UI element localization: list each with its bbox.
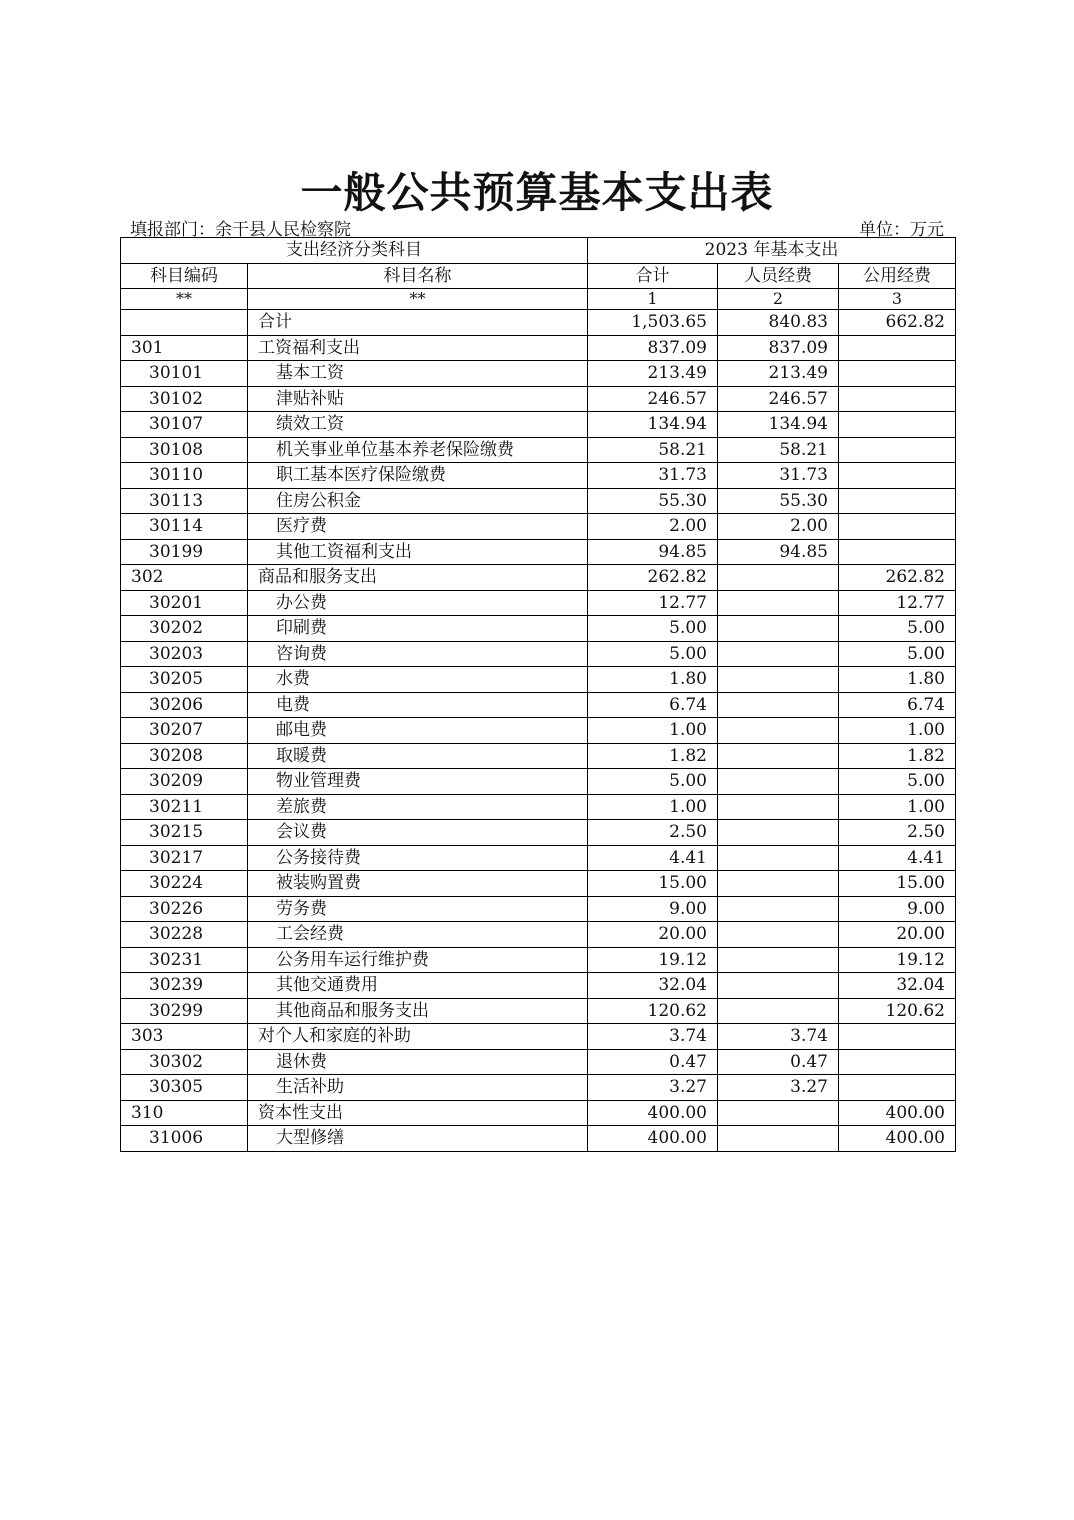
header-personnel: 人员经费 — [718, 263, 839, 289]
table-row — [121, 565, 956, 591]
row-total: 5.00 — [588, 769, 718, 795]
row-name: 职工基本医疗保险缴费 — [248, 463, 588, 489]
row-name: 咨询费 — [248, 641, 588, 667]
row-total: 20.00 — [588, 922, 718, 948]
table-row — [121, 361, 956, 387]
row-personnel — [718, 743, 839, 769]
row-public: 20.00 — [839, 922, 956, 948]
row-total: 4.41 — [588, 845, 718, 871]
row-name: 其他商品和服务支出 — [248, 998, 588, 1024]
table-row — [121, 590, 956, 616]
row-personnel — [718, 947, 839, 973]
row-public: 32.04 — [839, 973, 956, 999]
row-name: 住房公积金 — [248, 488, 588, 514]
row-personnel — [718, 616, 839, 642]
row-public: 4.41 — [839, 845, 956, 871]
row-name: 印刷费 — [248, 616, 588, 642]
row-personnel — [718, 896, 839, 922]
row-personnel: 58.21 — [718, 437, 839, 463]
row-public: 6.74 — [839, 692, 956, 718]
table-row — [121, 386, 956, 412]
table-row — [121, 616, 956, 642]
row-total: 262.82 — [588, 565, 718, 591]
row-name: 其他交通费用 — [248, 973, 588, 999]
table-row — [121, 743, 956, 769]
row-name: 公务接待费 — [248, 845, 588, 871]
row-name: 合计 — [248, 310, 588, 336]
row-personnel: 3.74 — [718, 1024, 839, 1050]
header-index-row — [121, 289, 956, 310]
index-name: ** — [248, 289, 588, 310]
row-personnel — [718, 820, 839, 846]
row-public: 9.00 — [839, 896, 956, 922]
row-personnel — [718, 922, 839, 948]
row-total: 58.21 — [588, 437, 718, 463]
row-name: 工会经费 — [248, 922, 588, 948]
table-row — [121, 820, 956, 846]
row-public — [839, 488, 956, 514]
table-row — [121, 845, 956, 871]
row-code: 30205 — [121, 667, 248, 693]
row-public: 262.82 — [839, 565, 956, 591]
table-row — [121, 1049, 956, 1075]
row-code: 302 — [121, 565, 248, 591]
table-row — [121, 310, 956, 336]
table-row — [121, 335, 956, 361]
row-personnel: 3.27 — [718, 1075, 839, 1101]
table-row — [121, 1126, 956, 1152]
row-name: 机关事业单位基本养老保险缴费 — [248, 437, 588, 463]
row-name: 劳务费 — [248, 896, 588, 922]
table-row — [121, 437, 956, 463]
header-group-row — [121, 238, 956, 264]
row-public — [839, 1049, 956, 1075]
table-row — [121, 1075, 956, 1101]
row-total: 19.12 — [588, 947, 718, 973]
header-total: 合计 — [588, 263, 718, 289]
row-personnel — [718, 641, 839, 667]
row-name: 资本性支出 — [248, 1100, 588, 1126]
row-public: 400.00 — [839, 1126, 956, 1152]
header-code: 科目编码 — [121, 263, 248, 289]
row-total: 15.00 — [588, 871, 718, 897]
table-row — [121, 896, 956, 922]
row-total: 2.00 — [588, 514, 718, 540]
table-row — [121, 871, 956, 897]
row-total: 120.62 — [588, 998, 718, 1024]
row-personnel — [718, 692, 839, 718]
row-total: 2.50 — [588, 820, 718, 846]
report-meta — [130, 215, 944, 240]
row-code: 30199 — [121, 539, 248, 565]
page-title: 一般公共预算基本支出表 — [300, 168, 774, 217]
row-public — [839, 437, 956, 463]
table-row — [121, 641, 956, 667]
row-personnel — [718, 845, 839, 871]
row-code — [121, 310, 248, 336]
row-code: 30113 — [121, 488, 248, 514]
row-name: 医疗费 — [248, 514, 588, 540]
table-row — [121, 514, 956, 540]
row-public — [839, 514, 956, 540]
row-personnel: 837.09 — [718, 335, 839, 361]
department-label: 填报部门：余干县人民检察院 — [130, 220, 351, 240]
row-public — [839, 1024, 956, 1050]
row-name: 物业管理费 — [248, 769, 588, 795]
row-personnel: 0.47 — [718, 1049, 839, 1075]
table-row — [121, 718, 956, 744]
row-public — [839, 539, 956, 565]
row-public: 2.50 — [839, 820, 956, 846]
row-total: 6.74 — [588, 692, 718, 718]
index-total: 1 — [588, 289, 718, 310]
row-code: 30305 — [121, 1075, 248, 1101]
row-public — [839, 1075, 956, 1101]
table-row — [121, 463, 956, 489]
header-group-year-expenditure: 2023 年基本支出 — [588, 238, 956, 264]
row-public: 19.12 — [839, 947, 956, 973]
row-total: 246.57 — [588, 386, 718, 412]
row-public — [839, 463, 956, 489]
row-code: 30107 — [121, 412, 248, 438]
table-row — [121, 973, 956, 999]
index-personnel: 2 — [718, 289, 839, 310]
row-personnel: 2.00 — [718, 514, 839, 540]
row-name: 差旅费 — [248, 794, 588, 820]
row-code: 30208 — [121, 743, 248, 769]
row-name: 基本工资 — [248, 361, 588, 387]
row-name: 对个人和家庭的补助 — [248, 1024, 588, 1050]
row-code: 30299 — [121, 998, 248, 1024]
row-code: 30209 — [121, 769, 248, 795]
header-group-classification: 支出经济分类科目 — [121, 238, 588, 264]
row-personnel — [718, 667, 839, 693]
row-code: 30239 — [121, 973, 248, 999]
row-personnel: 94.85 — [718, 539, 839, 565]
table-row — [121, 998, 956, 1024]
row-personnel: 213.49 — [718, 361, 839, 387]
table-row — [121, 1024, 956, 1050]
row-total: 5.00 — [588, 641, 718, 667]
row-code: 30215 — [121, 820, 248, 846]
row-name: 工资福利支出 — [248, 335, 588, 361]
row-public: 5.00 — [839, 641, 956, 667]
row-public: 400.00 — [839, 1100, 956, 1126]
row-total: 837.09 — [588, 335, 718, 361]
row-code: 30110 — [121, 463, 248, 489]
row-total: 1,503.65 — [588, 310, 718, 336]
row-public: 1.80 — [839, 667, 956, 693]
row-code: 30108 — [121, 437, 248, 463]
row-name: 电费 — [248, 692, 588, 718]
row-code: 30114 — [121, 514, 248, 540]
row-personnel — [718, 1126, 839, 1152]
table-row — [121, 667, 956, 693]
row-public: 15.00 — [839, 871, 956, 897]
row-personnel — [718, 998, 839, 1024]
header-name: 科目名称 — [248, 263, 588, 289]
index-public: 3 — [839, 289, 956, 310]
row-personnel — [718, 718, 839, 744]
row-name: 会议费 — [248, 820, 588, 846]
row-code: 30231 — [121, 947, 248, 973]
table-row — [121, 1100, 956, 1126]
row-total: 12.77 — [588, 590, 718, 616]
row-personnel — [718, 769, 839, 795]
table-row — [121, 794, 956, 820]
table-row — [121, 488, 956, 514]
row-name: 津贴补贴 — [248, 386, 588, 412]
row-name: 大型修缮 — [248, 1126, 588, 1152]
row-total: 5.00 — [588, 616, 718, 642]
row-name: 退休费 — [248, 1049, 588, 1075]
table-row — [121, 947, 956, 973]
table-row — [121, 922, 956, 948]
row-personnel: 55.30 — [718, 488, 839, 514]
row-public: 1.00 — [839, 718, 956, 744]
row-personnel — [718, 973, 839, 999]
table-row — [121, 769, 956, 795]
row-public: 12.77 — [839, 590, 956, 616]
row-total: 1.82 — [588, 743, 718, 769]
row-code: 30101 — [121, 361, 248, 387]
row-public: 1.82 — [839, 743, 956, 769]
row-total: 32.04 — [588, 973, 718, 999]
row-code: 30207 — [121, 718, 248, 744]
row-personnel — [718, 794, 839, 820]
row-public: 5.00 — [839, 616, 956, 642]
row-code: 30201 — [121, 590, 248, 616]
row-personnel: 246.57 — [718, 386, 839, 412]
row-name: 公务用车运行维护费 — [248, 947, 588, 973]
row-code: 303 — [121, 1024, 248, 1050]
row-personnel — [718, 590, 839, 616]
row-name: 生活补助 — [248, 1075, 588, 1101]
row-code: 30224 — [121, 871, 248, 897]
row-public — [839, 335, 956, 361]
row-total: 9.00 — [588, 896, 718, 922]
row-personnel — [718, 871, 839, 897]
row-total: 1.80 — [588, 667, 718, 693]
row-name: 绩效工资 — [248, 412, 588, 438]
row-code: 31006 — [121, 1126, 248, 1152]
table-body — [121, 310, 956, 1152]
row-code: 301 — [121, 335, 248, 361]
table-row — [121, 539, 956, 565]
row-total: 400.00 — [588, 1126, 718, 1152]
row-public: 5.00 — [839, 769, 956, 795]
row-code: 30217 — [121, 845, 248, 871]
row-public: 662.82 — [839, 310, 956, 336]
index-code: ** — [121, 289, 248, 310]
row-code: 30102 — [121, 386, 248, 412]
row-public — [839, 386, 956, 412]
table-row — [121, 412, 956, 438]
row-code: 310 — [121, 1100, 248, 1126]
row-public: 1.00 — [839, 794, 956, 820]
row-total: 3.74 — [588, 1024, 718, 1050]
row-total: 213.49 — [588, 361, 718, 387]
row-total: 1.00 — [588, 794, 718, 820]
row-name: 取暖费 — [248, 743, 588, 769]
row-code: 30302 — [121, 1049, 248, 1075]
row-total: 3.27 — [588, 1075, 718, 1101]
header-public: 公用经费 — [839, 263, 956, 289]
row-personnel — [718, 565, 839, 591]
table-row — [121, 692, 956, 718]
row-name: 办公费 — [248, 590, 588, 616]
row-code: 30228 — [121, 922, 248, 948]
row-total: 94.85 — [588, 539, 718, 565]
row-code: 30202 — [121, 616, 248, 642]
row-total: 0.47 — [588, 1049, 718, 1075]
row-code: 30206 — [121, 692, 248, 718]
row-total: 55.30 — [588, 488, 718, 514]
header-column-row — [121, 263, 956, 289]
unit-label: 单位：万元 — [859, 220, 944, 240]
row-public — [839, 412, 956, 438]
row-code: 30203 — [121, 641, 248, 667]
row-name: 其他工资福利支出 — [248, 539, 588, 565]
row-personnel: 31.73 — [718, 463, 839, 489]
row-code: 30211 — [121, 794, 248, 820]
row-public: 120.62 — [839, 998, 956, 1024]
row-name: 水费 — [248, 667, 588, 693]
budget-table — [120, 237, 956, 1152]
row-name: 商品和服务支出 — [248, 565, 588, 591]
row-total: 31.73 — [588, 463, 718, 489]
row-name: 被装购置费 — [248, 871, 588, 897]
row-total: 134.94 — [588, 412, 718, 438]
row-total: 400.00 — [588, 1100, 718, 1126]
row-name: 邮电费 — [248, 718, 588, 744]
row-code: 30226 — [121, 896, 248, 922]
row-total: 1.00 — [588, 718, 718, 744]
row-personnel: 840.83 — [718, 310, 839, 336]
row-personnel — [718, 1100, 839, 1126]
row-public — [839, 361, 956, 387]
row-personnel: 134.94 — [718, 412, 839, 438]
